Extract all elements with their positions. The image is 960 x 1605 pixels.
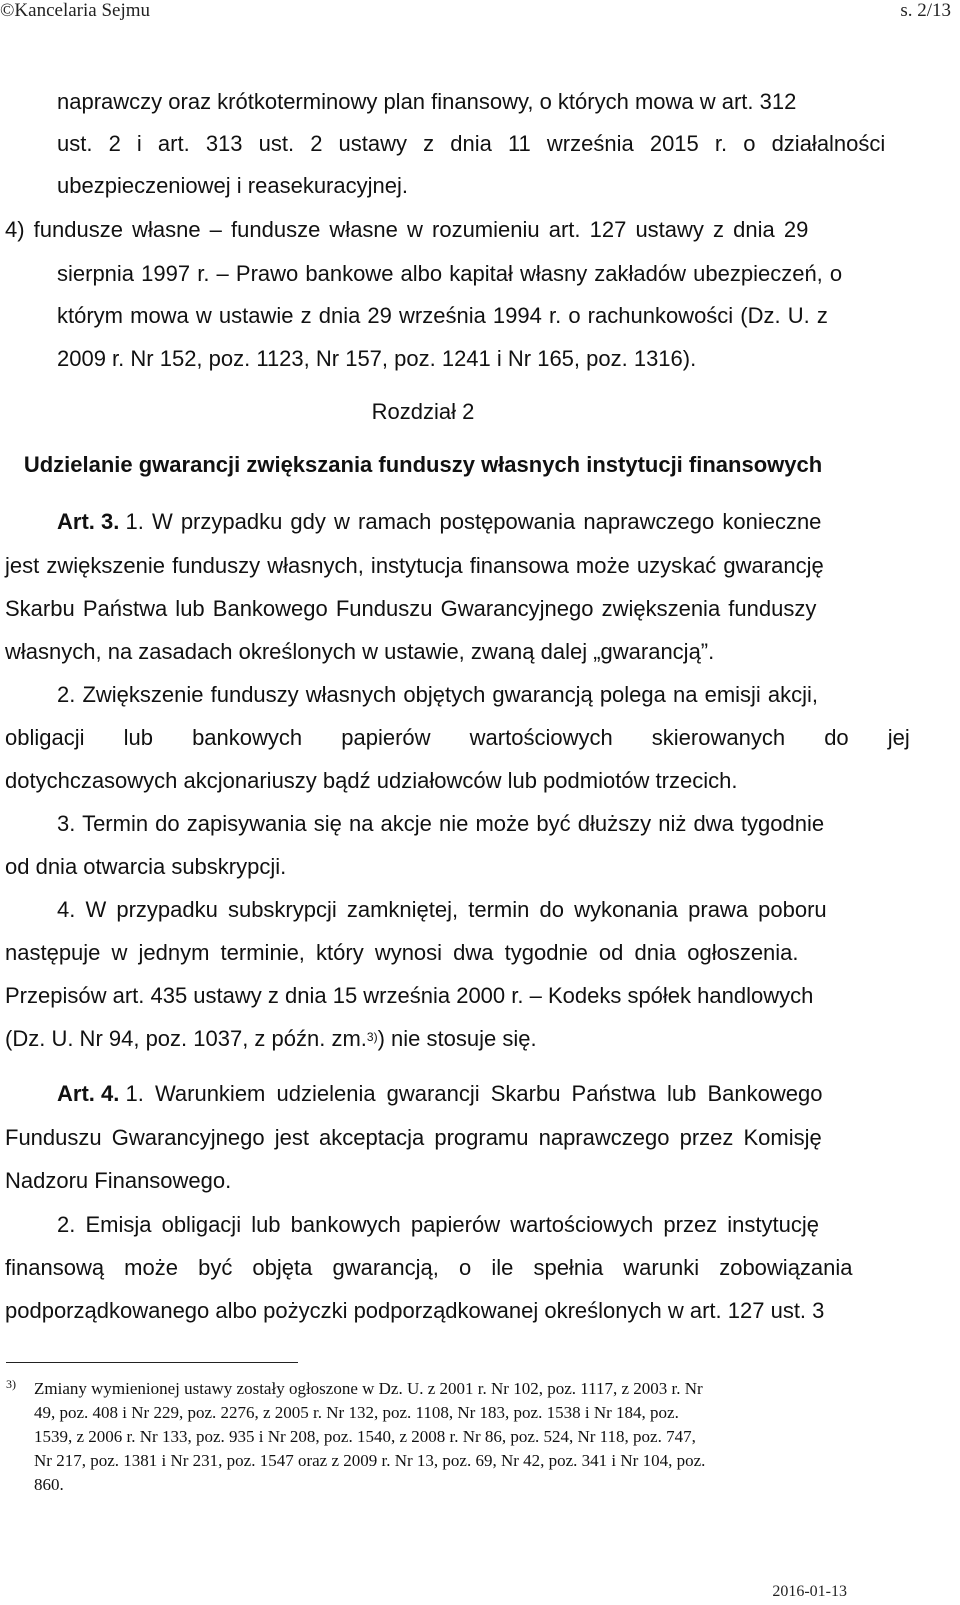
body-line (57, 260, 842, 288)
chapter-number: Rozdział 2 (371, 399, 475, 424)
body-line-6: 2009 r. Nr 152, poz. 1123, Nr 157, poz. 1241 i Nr 165, poz. 1316). (57, 346, 697, 371)
art3-line-4: 2. Zwiększenie funduszy własnych objętych gwarancją polega na emisji akcji, (57, 682, 819, 707)
art3-line-13: ) nie stosuje się. (377, 1026, 537, 1051)
footnote-line: 860. (34, 1475, 64, 1494)
body-line-text (57, 88, 849, 116)
body-line (5, 939, 799, 967)
art3-first-line (57, 508, 821, 536)
footnote-line: Nr 217, poz. 1381 i Nr 231, poz. 1547 oraz z 2009 r. Nr 13, poz. 69, Nr 42, poz. 341 i Nr 104, poz. (34, 1451, 706, 1470)
header-copyright: ©Kancelaria Sejmu (0, 0, 151, 21)
body-line (5, 1124, 822, 1152)
body-line-4: sierpnia 1997 r. – Prawo bankowe albo kapitał własny zakładów ubezpieczeń, o (57, 261, 843, 286)
art3-line-10: następuje w jednym terminie, który wynosi dwa tygodnie od dnia ogłoszenia. (5, 940, 799, 965)
body-line-3: 4) fundusze własne – fundusze własne w rozumieniu art. 127 ustawy z dnia 29 (5, 217, 809, 242)
art3-line-3: własnych, na zasadach określonych w ustawie, zwaną dalej „gwarancją”. (5, 639, 715, 664)
art4-first-line (57, 1080, 822, 1108)
body-line (57, 810, 824, 838)
body-line (5, 595, 816, 623)
footnote-line: Zmiany wymienionej ustawy zostały ogłoszone w Dz. U. z 2001 r. Nr 102, poz. 1117, z 2003 r. Nr (34, 1379, 703, 1398)
body-line (5, 982, 813, 1010)
footnote-line: 49, poz. 408 i Nr 229, poz. 2276, z 2005 r. Nr 132, poz. 1108, Nr 183, poz. 1538 i Nr 184, poz. (34, 1403, 679, 1422)
body-line (5, 1025, 537, 1053)
body-line (57, 896, 827, 924)
footnote-reference[interactable]: 3) (366, 1030, 378, 1044)
art4-line-1: Funduszu Gwarancyjnego jest akceptacja programu naprawczego przez Komisję (5, 1125, 822, 1150)
art3-line-11: Przepisów art. 435 ustawy z dnia 15 września 2000 r. – Kodeks spółek handlowych (5, 983, 814, 1008)
art3-line-0: 1. W przypadku gdy w ramach postępowania naprawczego konieczne (125, 509, 822, 534)
body-line (5, 767, 737, 795)
body-line (57, 681, 818, 709)
body-line-0: naprawczy oraz krótkoterminowy plan finansowy, o których mowa w art. 312 (57, 89, 797, 114)
art3-line-1: jest zwiększenie funduszy własnych, instytucja finansowa może uzyskać gwarancję (5, 553, 824, 578)
footnote-separator (6, 1362, 298, 1363)
art3-label: Art. 3. (57, 509, 120, 534)
footnote-mark: 3) (6, 1377, 16, 1391)
body-line (5, 638, 714, 666)
body-line-2: ubezpieczeniowej i reasekuracyjnej. (57, 173, 408, 198)
art3-line-9: 4. W przypadku subskrypcji zamkniętej, termin do wykonania prawa poboru (57, 897, 827, 922)
body-line (5, 1254, 853, 1282)
art3-line-2: Skarbu Państwa lub Bankowego Funduszu Gwarancyjnego zwiększenia funduszy (5, 596, 817, 621)
art3-line-6: dotychczasowych akcjonariuszy bądź udziałowców lub podmiotów trzecich. (5, 768, 738, 793)
art4-line-4: finansową może być objęta gwarancją, o ile spełnia warunki zobowiązania (5, 1255, 853, 1280)
art4-line-3: 2. Emisja obligacji lub bankowych papierów wartościowych przez instytucję (57, 1212, 819, 1237)
body-line (57, 88, 849, 116)
art4-line-0: 1. Warunkiem udzielenia gwarancji Skarbu Państwa lub Bankowego (125, 1081, 823, 1106)
art4-line-2: Nadzoru Finansowego. (5, 1168, 232, 1193)
chapter-title: Udzielanie gwarancji zwiększania funduszy własnych instytucji finansowych (23, 452, 823, 477)
body-line (5, 853, 286, 881)
page-number: s. 2/13 (900, 0, 951, 21)
art4-line-5: podporządkowanego albo pożyczki podporządkowanej określonych w art. 127 ust. 3 (5, 1298, 825, 1323)
body-line (57, 172, 408, 200)
art4-label: Art. 4. (57, 1081, 120, 1106)
footer-date: 2016-01-13 (772, 1583, 847, 1600)
definition-item-4 (5, 216, 808, 244)
art3-line-12: (Dz. U. Nr 94, poz. 1037, z późn. zm. (5, 1026, 367, 1051)
body-line (57, 345, 696, 373)
body-line (5, 552, 824, 580)
body-line-5: którym mowa w ustawie z dnia 29 września 1994 r. o rachunkowości (Dz. U. z (57, 303, 828, 328)
art3-line-8: od dnia otwarcia subskrypcji. (5, 854, 287, 879)
art3-line-7: 3. Termin do zapisywania się na akcje nie może być dłuższy niż dwa tygodnie (57, 811, 825, 836)
art3-line-5: obligacji lub bankowych papierów wartościowych skierowanych do jej (5, 725, 910, 750)
body-line (5, 1297, 824, 1325)
body-line (57, 1211, 819, 1239)
body-line (57, 302, 828, 330)
body-line (57, 130, 886, 158)
footnote-line: 1539, z 2006 r. Nr 133, poz. 935 i Nr 208, poz. 1540, z 2008 r. Nr 86, poz. 524, Nr 118, poz. 747, (34, 1427, 696, 1446)
body-line (5, 1167, 231, 1195)
body-line (5, 724, 910, 752)
body-line-1: ust. 2 i art. 313 ust. 2 ustawy z dnia 11 września 2015 r. o działalności (57, 131, 886, 156)
